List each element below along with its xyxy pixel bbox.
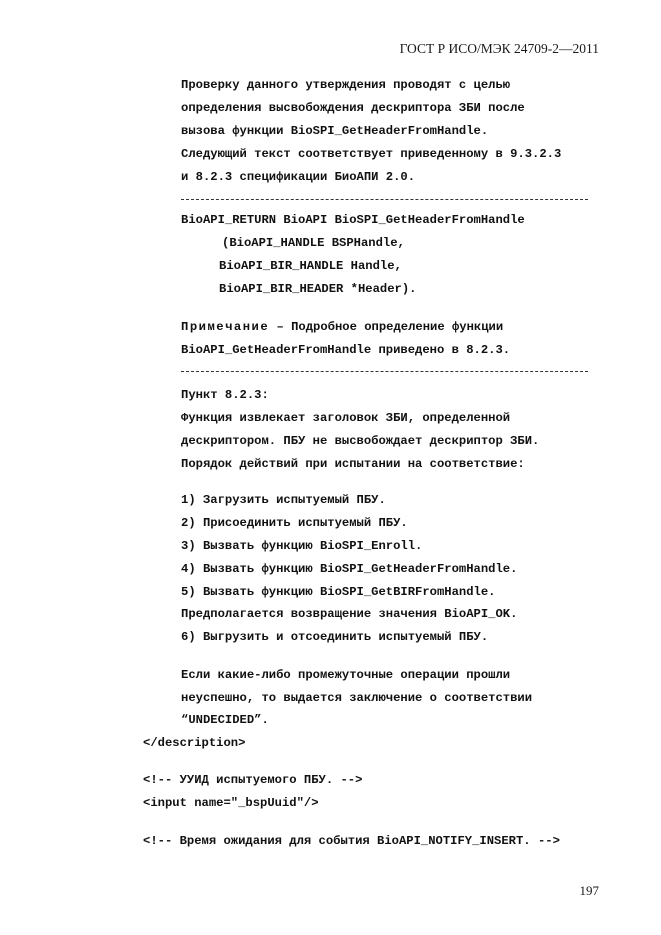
xml-line: </description> <box>143 736 246 750</box>
note-line: BioAPI_GetHeaderFromHandle приведено в 8.2.3. <box>181 343 511 357</box>
paragraph-line: неуспешно, то выдается заключение о соответствии <box>181 691 533 705</box>
paragraph-line: Проверку данного утверждения проводят с целью <box>181 78 511 92</box>
list-item: 6) Выгрузить и отсоединить испытуемый ПБУ. <box>181 630 489 644</box>
xml-comment: <!-- УУИД испытуемого ПБУ. --> <box>143 773 363 787</box>
paragraph-line: вызова функции BioSPI_GetHeaderFromHandle. <box>181 124 489 138</box>
list-item: 5) Вызвать функцию BioSPI_GetBIRFromHandle. <box>181 585 496 599</box>
list-item: 4) Вызвать функцию BioSPI_GetHeaderFromHandle. <box>181 562 518 576</box>
xml-comment: <!-- Время ожидания для события BioAPI_NOTIFY_INSERT. --> <box>143 834 560 848</box>
list-item: 1) Загрузить испытуемый ПБУ. <box>181 493 386 507</box>
paragraph-line: Функция извлекает заголовок ЗБИ, определенной <box>181 411 511 425</box>
paragraph-line: Порядок действий при испытании на соответствие: <box>181 457 525 471</box>
paragraph-line: определения высвобождения дескриптора ЗБИ после <box>181 101 525 115</box>
code-line: BioAPI_BIR_HEADER *Header). <box>219 282 417 296</box>
page-header: ГОСТ Р ИСО/МЭК 24709-2—2011 <box>399 41 599 56</box>
note-line <box>181 320 503 334</box>
code-line: BioAPI_RETURN BioAPI BioSPI_GetHeaderFromHandle <box>181 213 525 227</box>
list-item: 2) Присоединить испытуемый ПБУ. <box>181 516 408 530</box>
dashed-divider <box>181 199 588 200</box>
code-line: BioAPI_BIR_HANDLE Handle, <box>219 259 402 273</box>
list-item: 3) Вызвать функцию BioSPI_Enroll. <box>181 539 423 553</box>
page-number: 197 <box>579 883 599 898</box>
paragraph-line: Следующий текст соответствует приведенному в 9.3.2.3 <box>181 147 562 161</box>
note-text: – Подробное определение функции <box>269 320 504 334</box>
list-item: Предполагается возвращение значения BioAPI_OK. <box>181 607 518 621</box>
paragraph-line: Если какие-либо промежуточные операции прошли <box>181 668 511 682</box>
paragraph-line: “UNDECIDED”. <box>181 713 269 727</box>
dashed-divider <box>181 371 588 372</box>
code-line: (BioAPI_HANDLE BSPHandle, <box>222 236 405 250</box>
clause-heading: Пункт 8.2.3: <box>181 388 269 402</box>
paragraph-line: дескриптором. ПБУ не высвобождает дескриптор ЗБИ. <box>181 434 540 448</box>
note-label: Примечание <box>181 320 270 334</box>
paragraph-line: и 8.2.3 спецификации БиоАПИ 2.0. <box>181 170 416 184</box>
xml-line: <input name="_bspUuid"/> <box>143 796 319 810</box>
